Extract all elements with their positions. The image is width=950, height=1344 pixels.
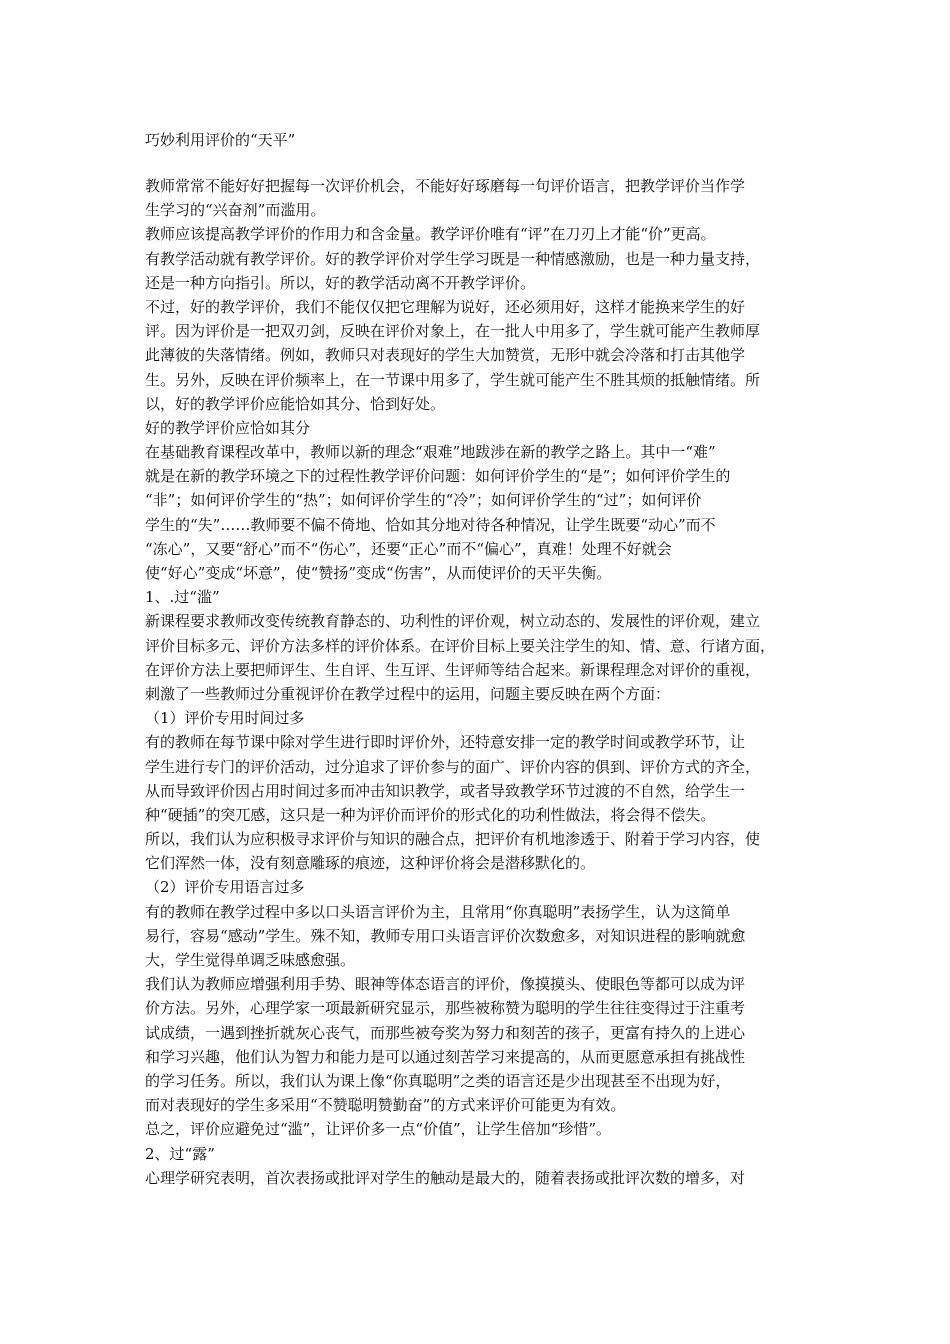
text-line: 有教学活动就有教学评价。好的教学评价对学生学习既是一种情感激励，也是一种力量支持， bbox=[145, 249, 761, 268]
text-line: 新课程要求教师改变传统教育静态的、功利性的评价观，树立动态的、发展性的评价观，建立 bbox=[145, 612, 761, 631]
text-line: 有的教师在教学过程中多以口头语言评价为主，且常用“你真聪明”表扬学生，认为这简单 bbox=[145, 902, 731, 921]
text-line: 从而导致评价因占用时间过多而冲击知识教学，或者导致教学环节过渡的不自然，给学生一 bbox=[145, 781, 746, 800]
text-line: 学生的“失”……教师要不偏不倚地、恰如其分地对待各种情况，让学生既要“动心”而不 bbox=[145, 515, 716, 534]
text-line: 就是在新的教学环境之下的过程性教学评价问题：如何评价学生的“是”；如何评价学生的 bbox=[145, 467, 731, 486]
text-line: 不过，好的教学评价，我们不能仅仅把它理解为说好，还必须用好，这样才能换来学生的好 bbox=[145, 297, 746, 316]
text-line: 易行，容易“感动”学生。殊不知，教师专用口头语言评价次数愈多，对知识进程的影响就愈 bbox=[145, 926, 746, 945]
text-line: 大，学生觉得单调乏味感愈强。 bbox=[145, 951, 356, 969]
text-line: 评价目标多元、评价方法多样的评价体系。在评价目标上要关注学生的知、情、意、行诸方面， bbox=[145, 636, 776, 655]
text-line: 此薄彼的失落情绪。例如，教师只对表现好的学生大加赞赏，无形中就会冷落和打击其他学 bbox=[145, 346, 746, 365]
text-line: 教师常常不能好好把握每一次评价机会，不能好好琢磨每一句评价语言，把教学评价当作学 bbox=[145, 177, 746, 195]
text-line: “非”；如何评价学生的“热”；如何评价学生的“冷”；如何评价学生的“过”；如何评价 bbox=[145, 491, 702, 510]
text-line: （1）评价专用时间过多 bbox=[145, 709, 305, 728]
text-line: 1、.过“滥” bbox=[145, 588, 220, 607]
text-line: 心理学研究表明，首次表扬或批评对学生的触动是最大的，随着表扬或批评次数的增多，对 bbox=[145, 1168, 746, 1187]
text-line: 所以，我们认为应积极寻求评价与知识的融合点，把评价有机地渗透于、附着于学习内容，使 bbox=[145, 830, 761, 849]
text-line: 刺激了一些教师过分重视评价在教学过程中的运用，问题主要反映在两个方面： bbox=[145, 684, 671, 703]
text-line: 在评价方法上要把师评生、生自评、生互评、生评师等结合起来。新课程理念对评价的重视， bbox=[145, 660, 761, 679]
text-line: 生学习的“兴奋剂”而滥用。 bbox=[145, 201, 326, 220]
text-line: 价方法。另外，心理学家一项最新研究显示，那些被称赞为聪明的学生往往变得过于注重考 bbox=[145, 999, 746, 1018]
text-line: 以，好的教学评价应能恰如其分、恰到好处。 bbox=[145, 394, 446, 413]
text-line: 它们浑然一体，没有刻意雕琢的痕迹，这种评价将会是潜移默化的。 bbox=[145, 854, 596, 873]
text-line: （2）评价专用语言过多 bbox=[145, 878, 305, 897]
text-line: 种“硬插”的突兀感，这只是一种为评价而评价的形式化的功利性做法，将会得不偿失。 bbox=[145, 805, 716, 824]
text-line: 还是一种方向指引。所以，好的教学活动离不开教学评价。 bbox=[145, 273, 536, 292]
text-line: 2、过“露” bbox=[145, 1144, 215, 1163]
text-line: 试成绩，一遇到挫折就灰心丧气，而那些被夸奖为努力和刻苦的孩子，更富有持久的上进心 bbox=[145, 1023, 746, 1042]
document-title: 巧妙利用评价的“天平” bbox=[145, 131, 296, 149]
text-line: 学生进行专门的评价活动，过分追求了评价参与的面广、评价内容的俱到、评价方式的齐全， bbox=[145, 757, 761, 776]
text-line: 的学习任务。所以，我们认为课上像“你真聪明”之类的语言还是少出现甚至不出现为好， bbox=[145, 1071, 731, 1090]
text-line: 总之，评价应避免过“滥”，让评价多一点“价值”，让学生倍加“珍惜”。 bbox=[145, 1120, 612, 1139]
document-body bbox=[145, 174, 810, 1190]
text-line: 好的教学评价应恰如其分 bbox=[145, 418, 311, 437]
text-line: 和学习兴趣，他们认为智力和能力是可以通过刻苦学习来提高的，从而更愿意承担有挑战性 bbox=[145, 1047, 746, 1066]
text-line: 我们认为教师应增强利用手势、眼神等体态语言的评价，像摸摸头、使眼色等都可以成为评 bbox=[145, 975, 746, 994]
text-line: “冻心”，又要“舒心”而不“伤心”，还要“正心”而不“偏心”，真难！处理不好就会 bbox=[145, 539, 672, 558]
text-line: 有的教师在每节课中除对学生进行即时评价外，还特意安排一定的教学时间或教学环节，让 bbox=[145, 733, 746, 752]
text-line: 而对表现好的学生多采用“不赞聪明赞勤奋”的方式来评价可能更为有效。 bbox=[145, 1096, 626, 1115]
text-line: 使“好心”变成“坏意”，使“赞扬”变成“伤害”，从而使评价的天平失衡。 bbox=[145, 564, 612, 582]
text-line: 教师应该提高教学评价的作用力和含金量。教学评价唯有“评”在刀刃上才能“价”更高。 bbox=[145, 225, 716, 244]
text-line: 在基础教育课程改革中，教师以新的理念“艰难”地跋涉在新的教学之路上。其中一“难” bbox=[145, 443, 716, 462]
text-line: 生。另外，反映在评价频率上，在一节课中用多了，学生就可能产生不胜其烦的抵触情绪。所 bbox=[145, 370, 761, 389]
text-line: 评。因为评价是一把双刃剑，反映在评价对象上，在一批人中用多了，学生就可能产生教师厚 bbox=[145, 322, 761, 341]
